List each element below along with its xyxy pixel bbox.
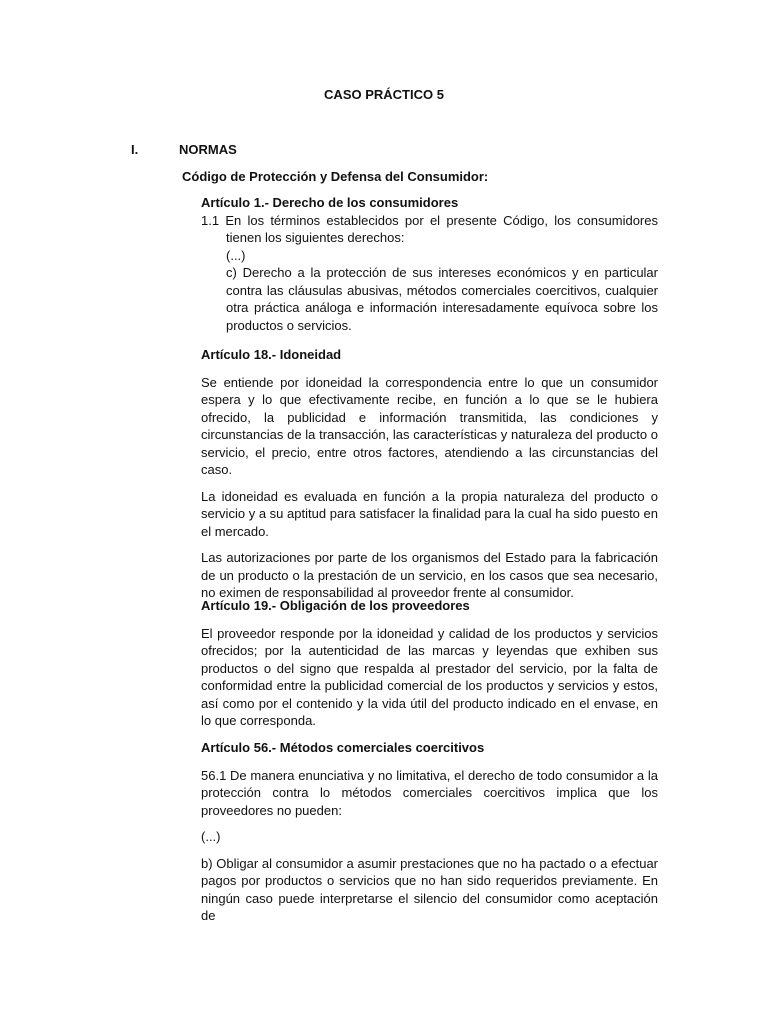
article-18-paragraph-1: Se entiende por idoneidad la correspondencia entre lo que un consumidor espera y lo que efectivamente recibe, en función a lo que se le hubiera ofrecido, la publicidad e información transmitida, las condiciones y circunstancias de la transacción, las características y naturaleza del producto o servicio, el precio, entre otros factores, atendiendo a las circunstancias del caso. [201, 374, 658, 477]
section-label: NORMAS [179, 142, 237, 157]
article-56-paragraph-1: 56.1 De manera enunciativa y no limitativa, el derecho de todo consumidor a la protección contra lo métodos comerciales coercitivos implica que los proveedores no pueden: [201, 767, 658, 818]
section-number: I. [131, 142, 139, 157]
article-1-item-c: c) Derecho a la protección de sus intereses económicos y en particular contra las cláusulas abusivas, métodos comerciales coercitivos, cualquier otra práctica análoga e información interesadamente equívoca sobre los productos o servicios. [226, 265, 658, 333]
article-18 [201, 346, 658, 611]
article-56-item-b: b) Obligar al consumidor a asumir prestaciones que no ha pactado o a efectuar pagos por productos o servicios que no han sido requeridos previamente. En ningún caso puede interpretarse el silencio del consumidor como aceptación de [201, 855, 658, 923]
article-56 [201, 739, 658, 934]
section-heading [131, 141, 237, 159]
article-19 [201, 597, 658, 739]
article-56-ellipsis: (...) [201, 829, 221, 844]
article-1-heading: Artículo 1.- Derecho de los consumidores [201, 195, 459, 210]
article-1-ellipsis: (...) [226, 247, 246, 263]
article-56-heading: Artículo 56.- Métodos comerciales coercitivos [201, 740, 485, 755]
article-18-paragraph-3: Las autorizaciones por parte de los organismos del Estado para la fabricación de un producto o la prestación de un servicio, en los casos que sea necesario, no eximen de responsabilidad al proveedor frente al consumidor. [201, 550, 658, 600]
article-1-item-1-1: 1.1 En los términos establecidos por el presente Código, los consumidores tienen los siguientes derechos: [201, 212, 658, 245]
code-title: Código de Protección y Defensa del Consumidor: [182, 169, 489, 184]
article-18-heading: Artículo 18.- Idoneidad [201, 347, 342, 362]
document-title: CASO PRÁCTICO 5 [324, 87, 444, 102]
article-1 [201, 194, 658, 334]
article-18-paragraph-2: La idoneidad es evaluada en función a la propia naturaleza del producto o servicio y a su aptitud para satisfacer la finalidad para la cual ha sido puesto en el mercado. [201, 488, 658, 539]
article-19-heading: Artículo 19.- Obligación de los proveedores [201, 598, 470, 613]
article-19-paragraph-1: El proveedor responde por la idoneidad y calidad de los productos y servicios ofrecidos; por la autenticidad de las marcas y leyendas que exhiben sus productos o del signo que respalda al prestador del servicio, por la falta de conformidad entre la publicidad comercial de los productos y servicios y estos, así como por el contenido y la vida útil del producto indicado en el envase, en lo que corresponda. [201, 625, 658, 728]
